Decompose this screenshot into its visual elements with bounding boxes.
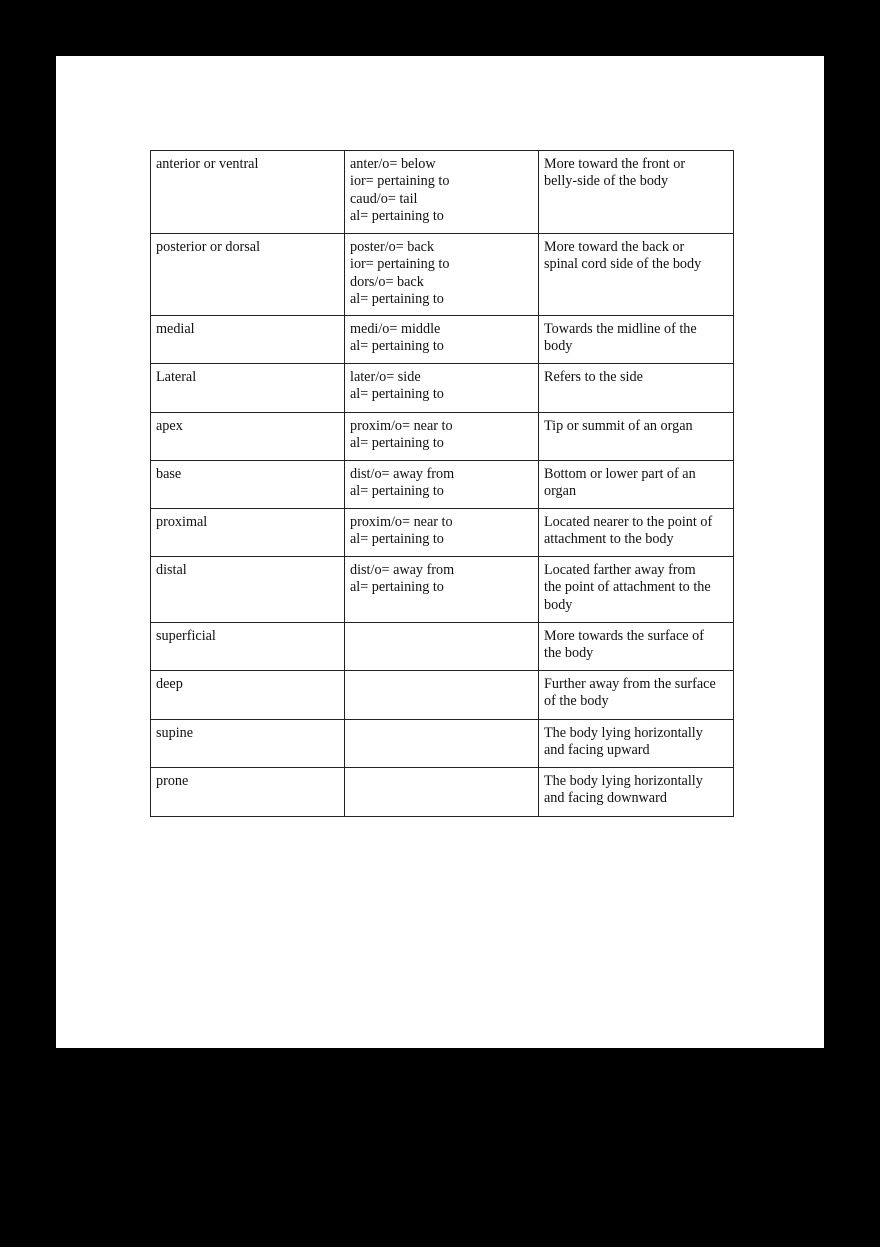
definition-cell	[539, 413, 734, 461]
definition-line: Located nearer to the point of	[544, 514, 713, 530]
word-parts-cell	[345, 557, 539, 623]
word-part: al= pertaining to	[350, 338, 444, 355]
definition-line: and facing upward	[544, 742, 650, 759]
word-parts-cell	[345, 151, 539, 234]
definition-cell	[539, 557, 734, 623]
word-part: ior= pertaining to	[350, 256, 450, 273]
word-part: dist/o= away from	[350, 466, 455, 482]
word-part: dors/o= back	[350, 273, 424, 290]
table-row	[151, 557, 734, 623]
definition-line: More toward the front or	[544, 156, 686, 172]
word-part: al= pertaining to	[350, 207, 444, 224]
word-part: al= pertaining to	[350, 386, 444, 403]
definition-line: The body lying horizontally	[544, 725, 703, 741]
table-row	[151, 316, 734, 364]
word-part: proxim/o= near to	[350, 514, 453, 530]
term-text: base	[156, 466, 182, 482]
term-cell	[151, 234, 345, 316]
word-parts-cell	[345, 461, 539, 509]
word-parts-cell	[345, 234, 539, 316]
term-text: medial	[156, 321, 195, 337]
table-row	[151, 364, 734, 413]
term-cell	[151, 768, 345, 817]
definition-cell	[539, 461, 734, 509]
table-body	[151, 151, 734, 817]
definition-line: of the body	[544, 693, 609, 710]
word-parts-cell	[345, 720, 539, 768]
word-part: al= pertaining to	[350, 435, 444, 452]
word-part: later/o= side	[350, 369, 421, 385]
definition-line: Towards the midline of the	[544, 321, 697, 337]
term-cell	[151, 364, 345, 413]
definition-line: attachment to the body	[544, 531, 674, 548]
term-cell	[151, 151, 345, 234]
term-text: posterior or dorsal	[156, 239, 261, 255]
word-part: poster/o= back	[350, 239, 435, 255]
term-text: superficial	[156, 628, 216, 644]
term-cell	[151, 623, 345, 671]
term-text: supine	[156, 725, 194, 741]
word-parts-cell	[345, 768, 539, 817]
term-text: prone	[156, 773, 189, 789]
word-part: proxim/o= near to	[350, 418, 453, 434]
definition-line: More towards the surface of	[544, 628, 704, 644]
term-cell	[151, 671, 345, 720]
word-parts-cell	[345, 413, 539, 461]
definition-cell	[539, 151, 734, 234]
term-text: apex	[156, 418, 183, 434]
definition-line: Bottom or lower part of an	[544, 466, 696, 482]
word-part: al= pertaining to	[350, 531, 444, 548]
word-part: dist/o= away from	[350, 562, 455, 578]
definition-line: Located farther away from	[544, 562, 696, 578]
definition-cell	[539, 316, 734, 364]
table-row	[151, 234, 734, 316]
table-row	[151, 413, 734, 461]
definition-line: and facing downward	[544, 790, 667, 807]
definition-line: the body	[544, 645, 594, 662]
term-text: distal	[156, 562, 187, 578]
definition-line: body	[544, 596, 573, 613]
word-parts-cell	[345, 623, 539, 671]
word-parts-cell	[345, 364, 539, 413]
definition-line: The body lying horizontally	[544, 773, 703, 789]
definition-line: spinal cord side of the body	[544, 256, 702, 273]
term-text: anterior or ventral	[156, 156, 259, 172]
definition-cell	[539, 671, 734, 720]
definition-cell	[539, 720, 734, 768]
table-row	[151, 623, 734, 671]
definition-line: Tip or summit of an organ	[544, 418, 693, 434]
word-part: caud/o= tail	[350, 190, 418, 207]
word-part: al= pertaining to	[350, 579, 444, 596]
definition-cell	[539, 234, 734, 316]
table-row	[151, 461, 734, 509]
word-part: medi/o= middle	[350, 321, 441, 337]
definition-line: the point of attachment to the	[544, 579, 711, 596]
definition-line: organ	[544, 483, 577, 500]
table-row	[151, 509, 734, 557]
term-cell	[151, 413, 345, 461]
word-parts-cell	[345, 316, 539, 364]
term-cell	[151, 557, 345, 623]
word-part: al= pertaining to	[350, 290, 444, 307]
definition-cell	[539, 364, 734, 413]
term-cell	[151, 461, 345, 509]
word-parts-cell	[345, 671, 539, 720]
definition-line: body	[544, 338, 573, 355]
term-text: proximal	[156, 514, 208, 530]
term-cell	[151, 509, 345, 557]
document-page	[56, 56, 824, 1048]
term-text: Lateral	[156, 369, 197, 385]
definition-cell	[539, 509, 734, 557]
definition-line: belly-side of the body	[544, 173, 669, 190]
definition-cell	[539, 768, 734, 817]
table-row	[151, 151, 734, 234]
definition-line: Refers to the side	[544, 369, 643, 385]
word-part: anter/o= below	[350, 156, 436, 172]
word-part: al= pertaining to	[350, 483, 444, 500]
term-cell	[151, 720, 345, 768]
definition-line: Further away from the surface	[544, 676, 716, 692]
table-row	[151, 671, 734, 720]
term-text: deep	[156, 676, 183, 692]
definition-cell	[539, 623, 734, 671]
table-row	[151, 768, 734, 817]
table-row	[151, 720, 734, 768]
definition-line: More toward the back or	[544, 239, 685, 255]
word-part: ior= pertaining to	[350, 173, 450, 190]
word-parts-cell	[345, 509, 539, 557]
anatomical-terms-table	[150, 150, 734, 817]
term-cell	[151, 316, 345, 364]
